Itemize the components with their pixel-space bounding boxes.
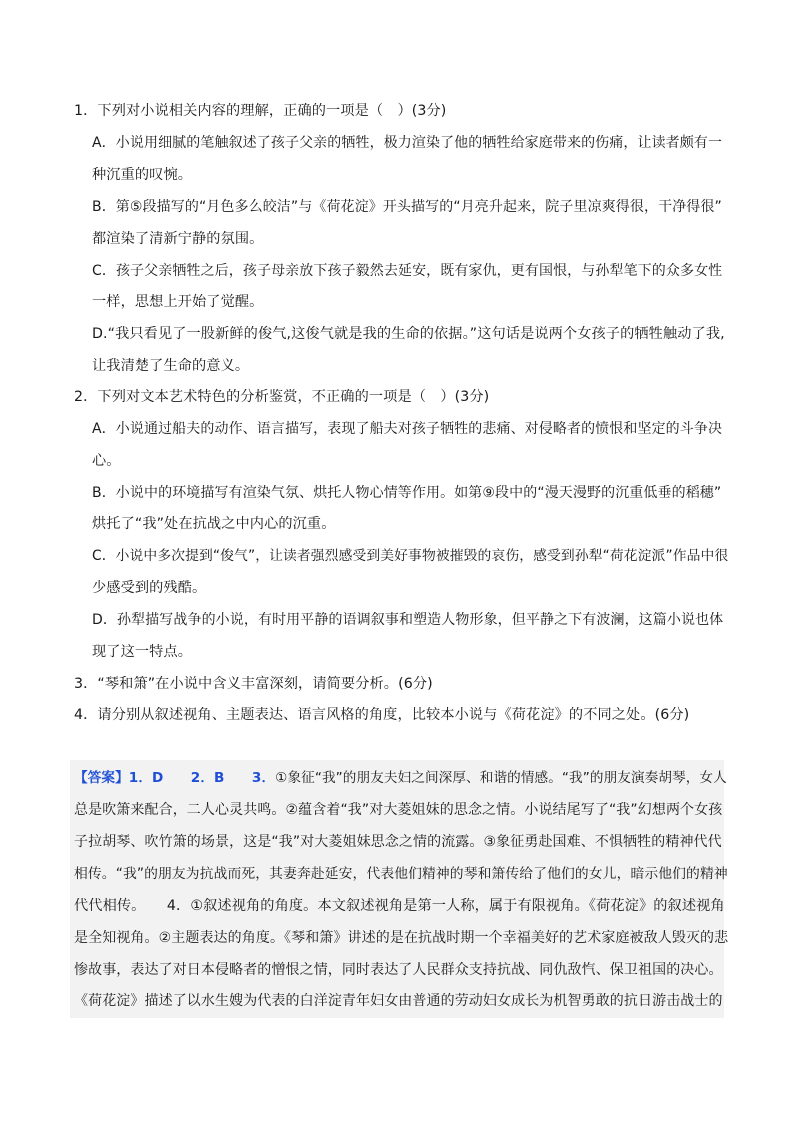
answer-line-2: 总是吹箫来配合，二人心灵共鸣。②蕴含着“我”对大菱姐妹的思念之情。小说结尾写了“我”幻想两个女孩 (74, 802, 723, 818)
answer-line-1 (74, 768, 727, 788)
answer-line-4: 相传。“我”的朋友为抗战而死，其妻奔赴延安，代表他们精神的琴和箫传给了他们的女儿，暗示他们的精神 (74, 866, 728, 882)
question-2-option-a-line-2: 心。 (92, 453, 121, 469)
question-1-option-a-line-1: A．小说用细腻的笔触叙述了孩子父亲的牺牲，极力渲染了他的牺牲给家庭带来的伤痛，让读者颇有一 (92, 135, 723, 151)
question-1-option-b-line-1: B．第⑤段描写的“月色多么皎洁”与《荷花淀》开头描写的“月亮升起来，院子里凉爽得很，干净得很” (92, 199, 722, 215)
answer-line-7: 惨故事，表达了对日本侵略者的憎恨之情，同时表达了人民群众支持抗战、同仇敌忾、保卫祖国的决心。 (74, 962, 723, 978)
answer-line-3: 子拉胡琴、吹竹箫的场景，这是“我”对大菱姐妹思念之情的流露。③象征勇赴国难、不惧牺牲的精神代代 (74, 834, 722, 850)
question-2-option-b-line-2: 烘托了“我”处在抗战之中内心的沉重。 (92, 516, 336, 532)
question-1-stem: 1．下列对小说相关内容的理解，正确的一项是（ ）(3分) (74, 103, 447, 119)
question-2-option-c-line-1: C．小说中多次提到“俊气”，让读者强烈感受到美好事物被摧毁的哀伤，感受到孙犁“荷花淀派”作品中很 (92, 548, 729, 564)
question-2-option-a-line-1: A．小说通过船夫的动作、语言描写，表现了船夫对孩子牺牲的悲痛、对侵略者的愤恨和坚定的斗争决 (92, 421, 723, 437)
answer-text: ①象征“我”的朋友夫妇之间深厚、和谐的情感。“我”的朋友演奏胡琴，女人 (275, 770, 727, 786)
question-1-option-d-line-1: D.“我只看见了一股新鲜的俊气,这俊气就是我的生命的依据。”这句话是说两个女孩子的牺牲触动了我, (92, 326, 725, 342)
answer-line-8: 《荷花淀》描述了以水生嫂为代表的白洋淀青年妇女由普通的劳动妇女成长为机智勇敢的抗日游击战士的 (74, 993, 723, 1009)
question-3-stem: 3．“琴和箫”在小说中含义丰富深刻，请简要分析。(6分) (74, 676, 433, 692)
question-2-stem: 2．下列对文本艺术特色的分析鉴赏，不正确的一项是（ ）(3分) (74, 389, 490, 405)
question-4-stem: 4．请分别从叙述视角、主题表达、语言风格的角度，比较本小说与《荷花淀》的不同之处。(6分) (74, 707, 690, 723)
question-2-option-b-line-1: B．小说中的环境描写有渲染气氛、烘托人物心情等作用。如第⑨段中的“漫天漫野的沉重低垂的稻穗” (92, 485, 722, 501)
question-1-option-d-line-2: 让我清楚了生命的意义。 (92, 358, 250, 374)
question-1-option-c-line-2: 一样，思想上开始了觉醒。 (92, 294, 264, 310)
answer-line-6: 是全知视角。②主题表达的角度。《琴和箫》讲述的是在抗战时期一个幸福美好的艺术家庭被敌人毁灭的悲 (74, 930, 729, 946)
question-2-option-d-line-1: D．孙犁描写战争的小说，有时用平静的语调叙事和塑造人物形象，但平静之下有波澜，这篇小说也体 (92, 612, 724, 628)
answer-line-5: 代代相传。 4．①叙述视角的角度。本文叙述视角是第一人称，属于有限视角。《荷花淀》的叙述视角 (74, 898, 725, 914)
question-2-option-d-line-2: 现了这一特点。 (92, 644, 193, 660)
question-1-option-a-line-2: 种沉重的叹惋。 (92, 167, 193, 183)
question-1-option-c-line-1: C．孩子父亲牺牲之后，孩子母亲放下孩子毅然去延安，既有家仇，更有国恨，与孙犁笔下的众多女性 (92, 263, 723, 279)
question-2-option-c-line-2: 少感受到的残酷。 (92, 580, 207, 596)
question-1-option-b-line-2: 都渲染了清新宁静的氛围。 (92, 231, 264, 247)
answer-label: 【答案】1．D 2．B 3． (74, 770, 276, 786)
